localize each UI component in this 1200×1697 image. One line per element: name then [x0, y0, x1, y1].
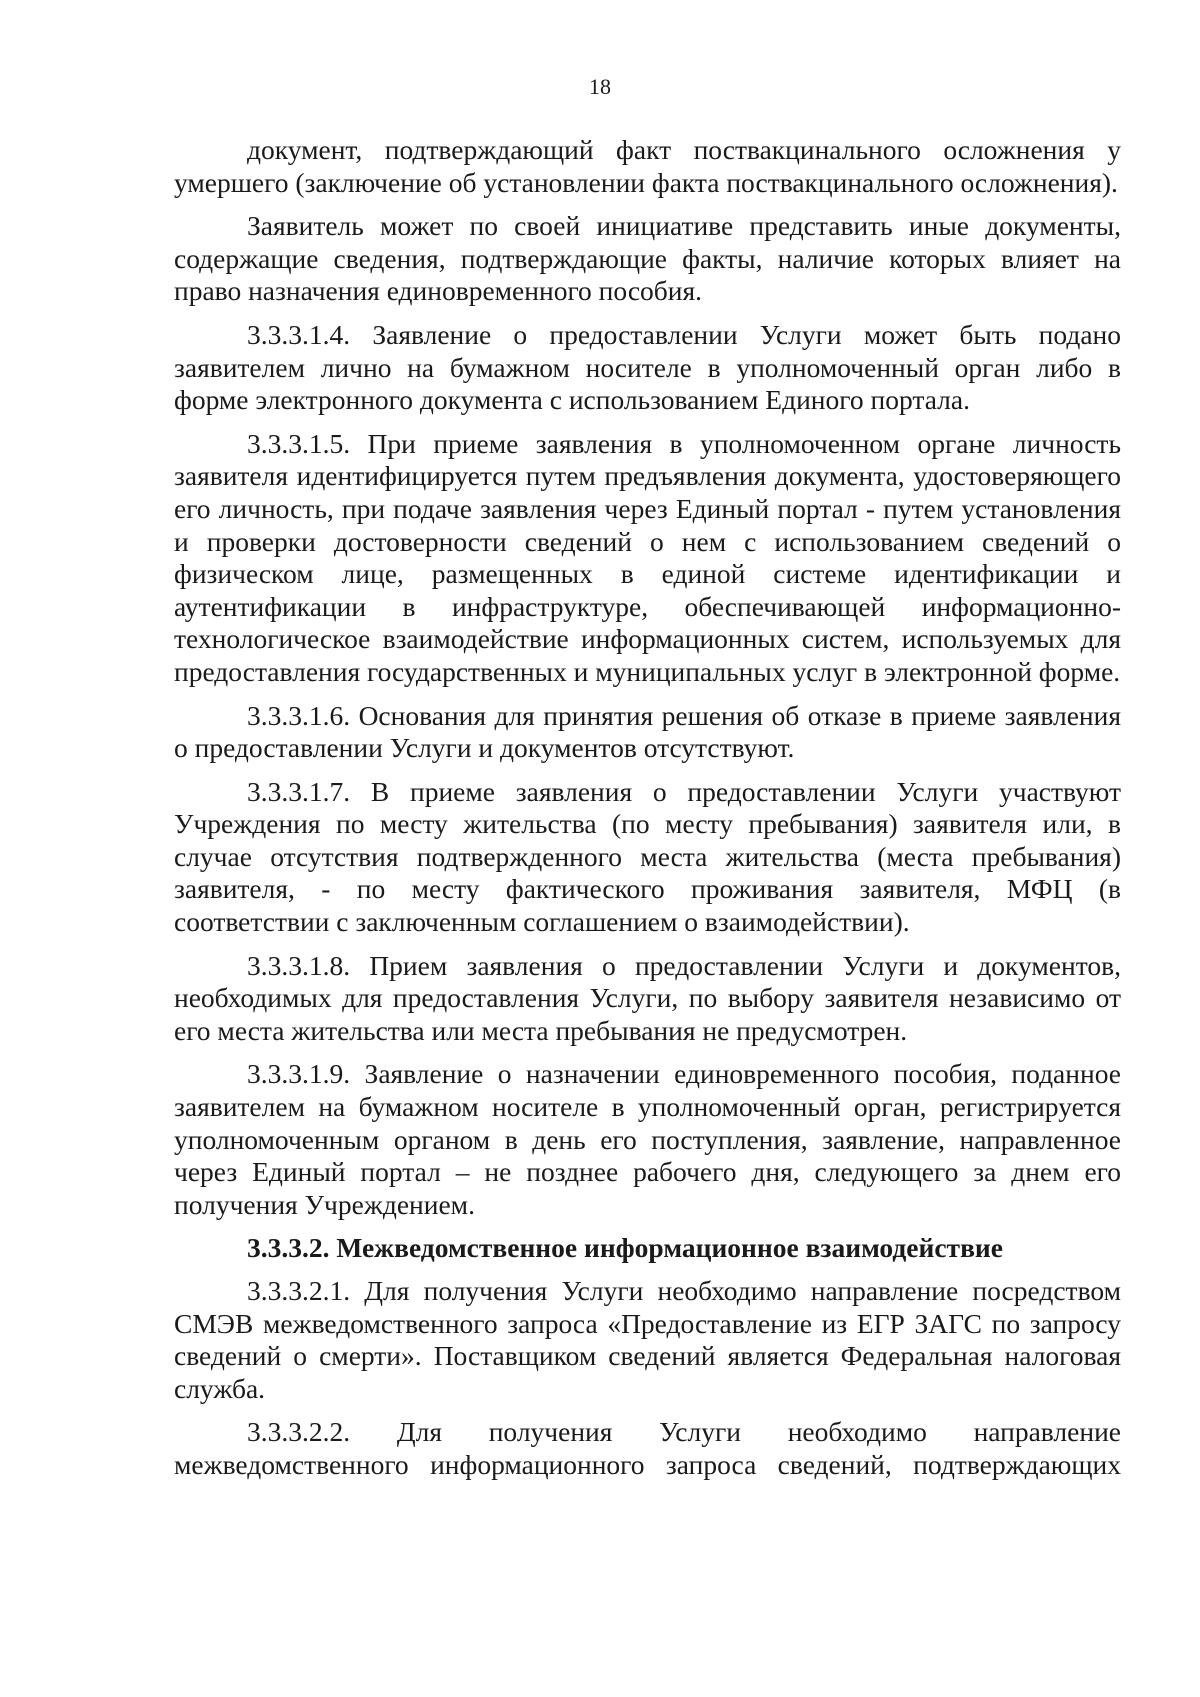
paragraph-3-3-3-1-4: 3.3.3.1.4. Заявление о предоставлении Услуги может быть подано заявителем лично на бумажном носителе в уполномоченный орган либо в форме электронного документа с использованием Единого портала. [174, 318, 1121, 416]
paragraph-3-3-3-1-9: 3.3.3.1.9. Заявление о назначении единовременного пособия, поданное заявителем на бумажном носителе в уполномоченный орган, регистрируется уполномоченным органом в день его поступления, заявление, направленное через Единый портал – не позднее рабочего дня, следующего за днем его получения Учреждением. [174, 1058, 1121, 1220]
paragraph-3-3-3-1-5: 3.3.3.1.5. При приеме заявления в уполномоченном органе личность заявителя идентифицируется путем предъявления документа, удостоверяющего его личность, при подаче заявления через Единый портал - путем установления и проверки достоверности сведений о нем с использованием сведений о физическом лице, размещенных в единой системе идентификации и аутентификации в инфраструктуре, обеспечивающей информационно-технологическое взаимодействие информационных систем, используемых для предоставления государственных и муниципальных услуг в электронной форме. [174, 427, 1121, 687]
paragraph-additional-documents: Заявитель может по своей инициативе представить иные документы, содержащие сведения, подтверждающие факты, наличие которых влияет на право назначения единовременного пособия. [174, 210, 1121, 307]
paragraph-vaccination-complication-document: документ, подтверждающий факт поствакцинального осложнения у умершего (заключение об установлении факта поствакцинального осложнения). [174, 134, 1121, 198]
page-number: 18 [589, 74, 611, 99]
section-heading-3-3-3-2: 3.3.3.2. Межведомственное информационное взаимодействие [247, 1232, 1003, 1264]
document-body [174, 134, 1121, 1493]
paragraph-3-3-3-1-6: 3.3.3.1.6. Основания для принятия решения об отказе в приеме заявления о предоставлении Услуги и документов отсутствуют. [174, 699, 1121, 764]
paragraph-3-3-3-1-7: 3.3.3.1.7. В приеме заявления о предоставлении Услуги участвуют Учреждения по месту жительства (по месту пребывания) заявителя или, в случае отсутствия подтвержденного места жительства (места пребывания) заявителя, - по месту фактического проживания заявителя, МФЦ (в соответствии с заключенным соглашением о взаимодействии). [174, 775, 1121, 938]
paragraph-3-3-3-1-8: 3.3.3.1.8. Прием заявления о предоставлении Услуги и документов, необходимых для предоставления Услуги, по выбору заявителя независимо от его места жительства или места пребывания не предусмотрен. [174, 949, 1121, 1046]
paragraph-3-3-3-2-1: 3.3.3.2.1. Для получения Услуги необходимо направление посредством СМЭВ межведомственного запроса «Предоставление из ЕГР ЗАГС по запросу сведений о смерти». Поставщиком сведений является Федеральная налоговая служба. [174, 1275, 1121, 1404]
paragraph-3-3-3-2-2: 3.3.3.2.2. Для получения Услуги необходимо направление межведомственного информационного запроса сведений, подтверждающих [174, 1416, 1121, 1480]
